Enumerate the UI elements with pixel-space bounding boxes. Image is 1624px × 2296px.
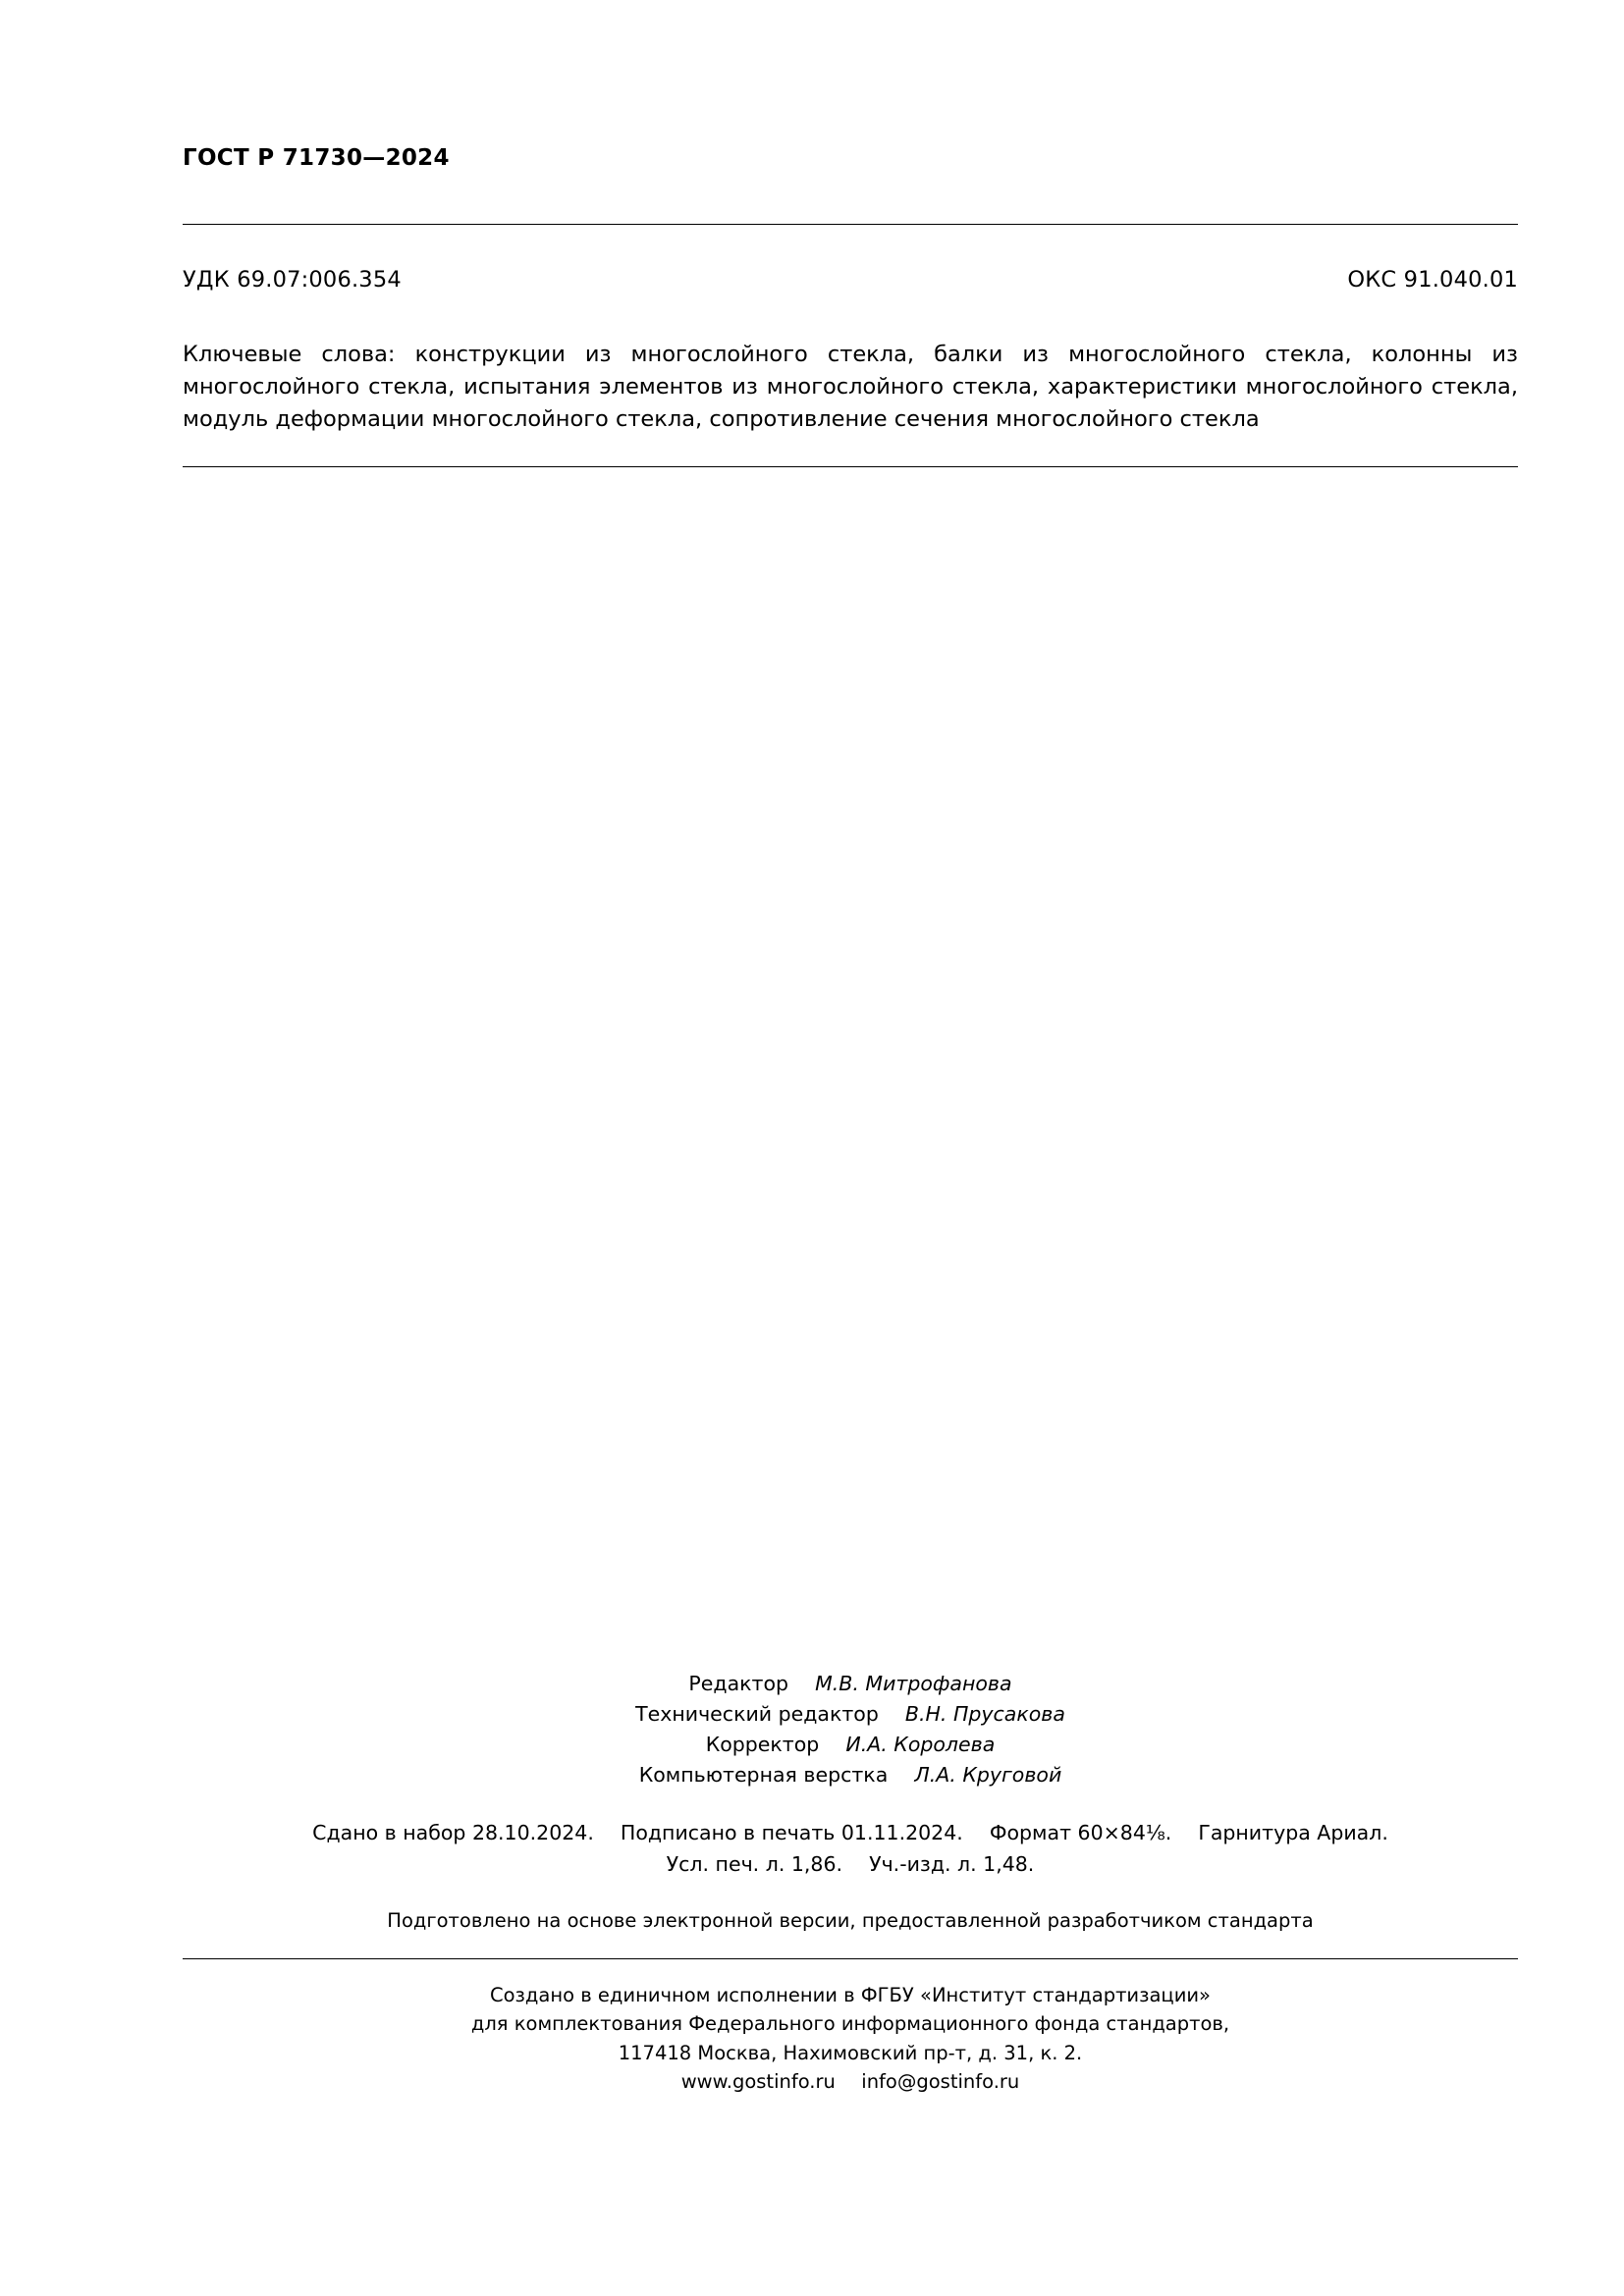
print-info-line-2	[183, 1849, 1518, 1881]
credit-person: М.В. Митрофанова	[815, 1672, 1012, 1695]
credit-line	[183, 1669, 1518, 1699]
udk-oks-row	[183, 267, 1518, 293]
keywords-paragraph	[183, 339, 1518, 436]
footer-line-1: Создано в единичном исполнении в ФГБУ «Институт стандартизации»	[490, 1984, 1211, 2006]
footer-line-3: 117418 Москва, Нахимовский пр-т, д. 31, к. 2.	[618, 2041, 1083, 2064]
keywords-divider	[183, 466, 1518, 467]
credit-line	[183, 1730, 1518, 1760]
typeset-date: Сдано в набор 28.10.2024.	[312, 1821, 594, 1844]
udk-code: УДК 69.07:006.354	[183, 267, 402, 293]
header-divider	[183, 224, 1518, 225]
page-content	[183, 0, 1518, 2296]
credit-role: Корректор	[705, 1733, 820, 1757]
print-info-block	[183, 1818, 1518, 1881]
footer-line-4	[183, 2067, 1518, 2096]
credit-line	[183, 1760, 1518, 1790]
footer-block	[183, 1981, 1518, 2096]
credit-role: Технический редактор	[635, 1702, 879, 1727]
credits-block	[183, 1669, 1518, 1791]
print-info-line-1	[183, 1818, 1518, 1849]
standard-number: ГОСТ Р 71730—2024	[183, 145, 450, 171]
website-link[interactable]: www.gostinfo.ru	[680, 2069, 836, 2093]
email-link[interactable]: info@gostinfo.ru	[861, 2069, 1020, 2093]
keywords-label: Ключевые слова:	[183, 342, 396, 367]
credit-person: Л.А. Круговой	[914, 1763, 1062, 1788]
print-date: Подписано в печать 01.11.2024.	[620, 1821, 963, 1844]
credit-line	[183, 1699, 1518, 1730]
typeface: Гарнитура Ариал.	[1198, 1821, 1388, 1844]
format: Формат 60×84⅛.	[989, 1821, 1172, 1844]
publisher-sheets: Уч.-изд. л. 1,48.	[869, 1851, 1035, 1876]
footer-line-2: для комплектования Федерального информационного фонда стандартов,	[470, 2012, 1230, 2036]
credit-role: Компьютерная верстка	[638, 1763, 889, 1788]
footer-divider	[183, 1958, 1518, 1959]
credit-person: И.А. Королева	[845, 1733, 996, 1757]
keywords-text: конструкции из многослойного стекла, балки из многослойного стекла, колонны из многослойного стекла, испытания элементов из многослойного стекла, характеристики многослойного стекла, модуль деформации многослойного стекла, сопротивление сечения многослойного стекла	[183, 342, 1518, 432]
printed-sheets: Усл. печ. л. 1,86.	[666, 1851, 843, 1876]
oks-code: ОКС 91.040.01	[1347, 267, 1518, 293]
credit-role: Редактор	[688, 1672, 789, 1695]
prepared-note: Подготовлено на основе электронной версии, предоставленной разработчиком стандарта	[387, 1909, 1314, 1932]
credit-person: В.Н. Прусакова	[904, 1702, 1065, 1727]
